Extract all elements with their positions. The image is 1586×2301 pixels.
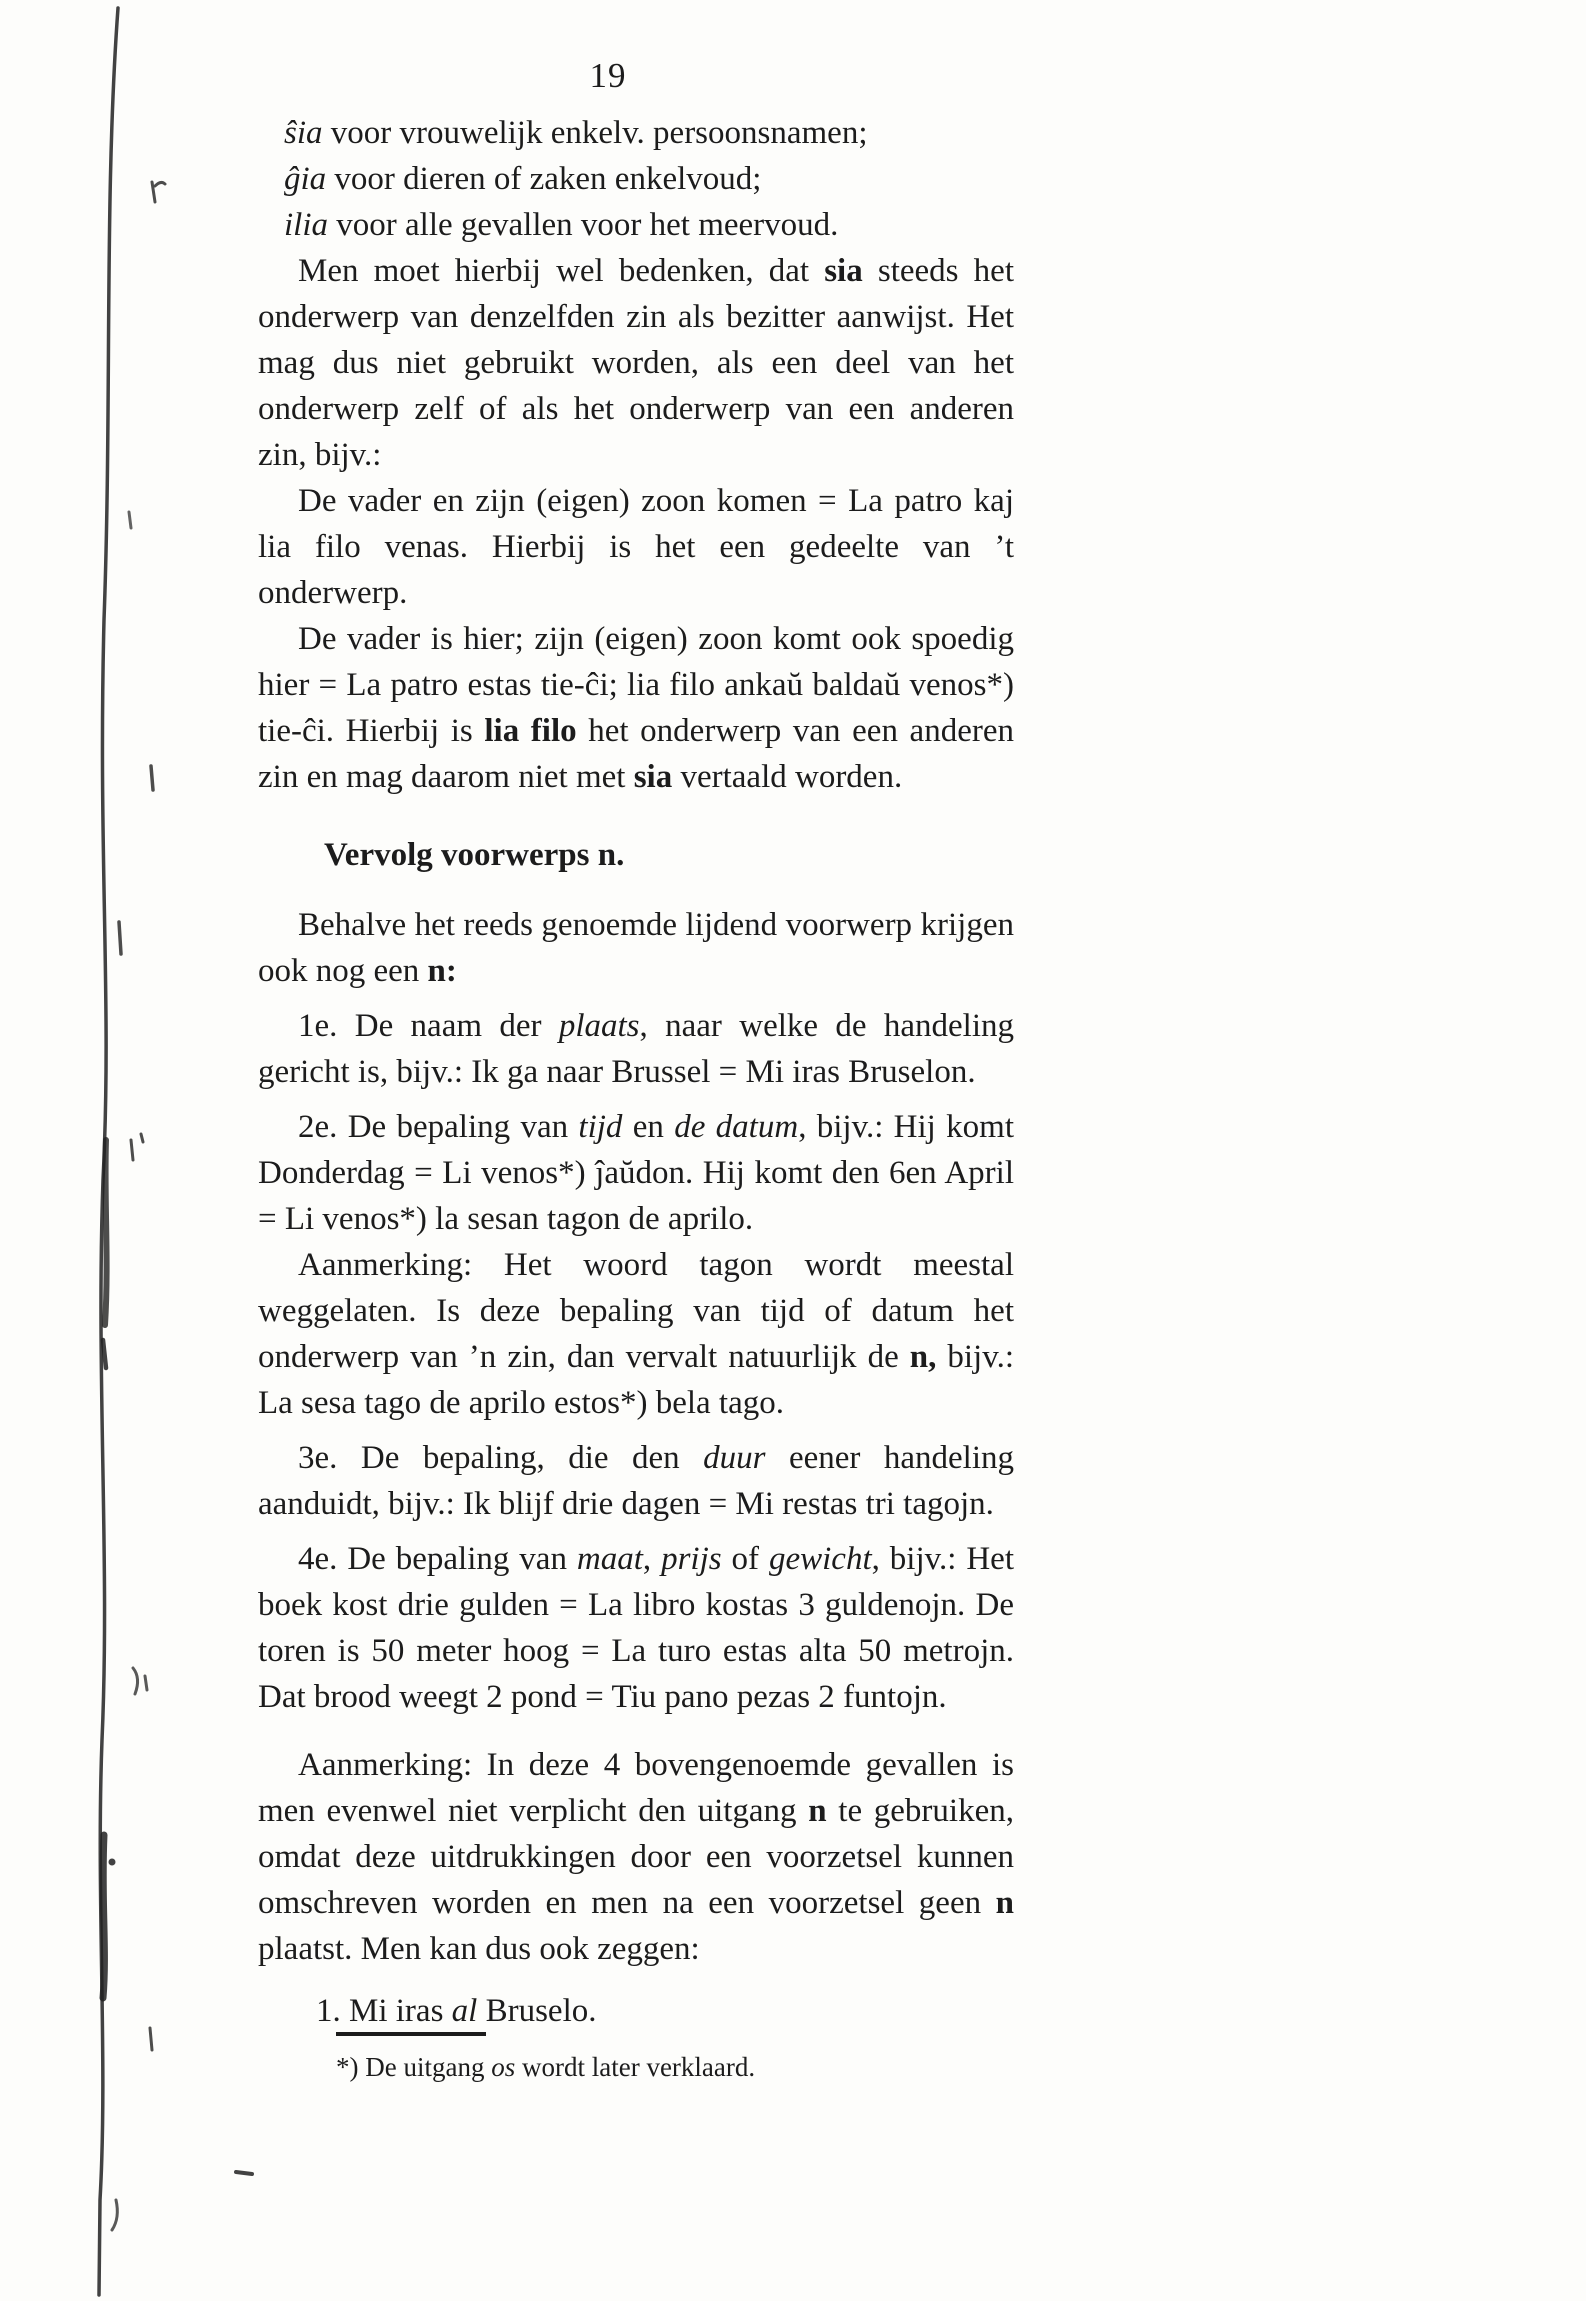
text-run: vertaald worden. (672, 759, 903, 795)
text-run: , (642, 1541, 662, 1577)
paragraph (258, 1104, 1014, 1242)
italic-text-run: maat (576, 1541, 643, 1577)
stray-mark-bar (119, 922, 121, 954)
stray-mark-tick-2 (151, 766, 153, 790)
text-column (258, 110, 1014, 2034)
text-run: steeds het onderwerp van denzelfden zin als bezitter aanwijst. Het mag dus niet gebruikt worden, als een deel van het onderwerp zelf of als het onderwerp van een anderen zin, bijv.: (258, 253, 1014, 473)
footnote (258, 2050, 1014, 2084)
paragraph (258, 1242, 1014, 1426)
stray-mark-cap-i (103, 1340, 106, 1368)
text-run: wordt later verklaard. (515, 2052, 756, 2082)
text-run: Bruselo. (477, 1993, 597, 2029)
italic-text-run: tijd (578, 1109, 623, 1145)
bold-text-run: n: (427, 953, 457, 989)
paragraph (258, 478, 1014, 616)
text-run: 2e. De bepaling van (298, 1109, 579, 1145)
text-run: *) De uitgang (336, 2052, 492, 2082)
text-run: voor dieren of zaken enkelvoud; (326, 161, 762, 197)
stray-mark-r (152, 182, 165, 202)
paragraph (284, 110, 1014, 156)
text-run: De vader en zijn (eigen) zoon komen = La patro kaj lia filo venas. Hierbij is het een gedeelte van ’t onderwerp. (258, 483, 1014, 611)
text-run: , bijv.: Hij komt Donderdag = Li venos*) ĵaŭdon. Hij komt den 6en April = Li venos*) la sesan tagon de aprilo. (258, 1109, 1014, 1237)
italic-text-run: os (491, 2052, 516, 2082)
text-run: 4e. De bepaling van (298, 1541, 577, 1577)
italic-text-run: ilia (284, 207, 329, 243)
binding-line (99, 8, 118, 2295)
binding-line-thick-1 (105, 1140, 107, 1325)
text-run: De vader is hier; zijn (eigen) zoon komt ook spoedig hier = La patro estas tie-ĉi; lia filo ankaŭ baldaŭ venos*) tie-ĉi. Hierbij is (258, 621, 1014, 749)
text-run: en (622, 1109, 675, 1145)
paragraph (258, 1536, 1014, 1720)
italic-text-run: de datum (674, 1109, 799, 1145)
stray-mark-j (112, 2200, 117, 2230)
italic-text-run: ĝia (284, 161, 327, 197)
text-run: , bijv.: Het boek kost drie gulden = La libro kostas 3 guldenojn. De toren is 50 meter hoog = La turo estas alta 50 metrojn. Dat brood weegt 2 pond = Tiu pano pezas 2 funtojn. (258, 1541, 1014, 1715)
text-run: 3e. De bepaling, die den (298, 1440, 704, 1476)
text-run: 1. Mi iras (316, 1993, 452, 2029)
paragraph (258, 1742, 1014, 1972)
text-run: Behalve het reeds genoemde lijdend voorwerp krijgen ook nog een (258, 907, 1014, 989)
paragraph (284, 156, 1014, 202)
text-run: of (721, 1541, 769, 1577)
footnote-block (258, 2032, 1014, 2084)
bold-text-run: sia (824, 253, 863, 289)
paragraph (258, 902, 1014, 994)
text-run: voor vrouwelijk enkelv. persoonsnamen; (322, 115, 868, 151)
italic-text-run: prijs (661, 1541, 722, 1577)
page-number: 19 (589, 56, 627, 95)
bold-text-run: n (808, 1793, 827, 1829)
italic-text-run: duur (703, 1440, 766, 1476)
italic-text-run: gewicht (768, 1541, 872, 1577)
bold-text-run: n (995, 1885, 1014, 1921)
text-run: te gebruiken, omdat deze uitdrukkingen door een voorzetsel kunnen omschreven worden en men na een voorzetsel geen (258, 1793, 1014, 1921)
bold-text-run: lia filo (484, 713, 577, 749)
italic-text-run: plaats (558, 1008, 640, 1044)
paragraph (258, 616, 1014, 800)
text-run: bijv.: La sesa tago de aprilo estos*) bela tago. (258, 1339, 1014, 1421)
bold-text-run: n, (909, 1339, 937, 1375)
footnote-rule (336, 2032, 486, 2036)
text-run: Men moet hierbij wel bedenken, dat (298, 253, 825, 289)
italic-text-run: ŝia (284, 115, 323, 151)
text-run: 1e. De naam der (298, 1008, 559, 1044)
text-run: het onderwerp van een anderen zin en mag daarom niet met (258, 713, 1014, 795)
stray-dot (109, 1859, 116, 1866)
text-run: plaatst. Men kan dus ook zeggen: (258, 1931, 700, 1967)
text-run: Aanmerking: Het woord tagon wordt meestal weggelaten. Is deze bepaling van tijd of datum het onderwerp van ’n zin, dan vervalt natuurlijk de (258, 1247, 1014, 1375)
text-run: Vervolg voorwerps n. (324, 837, 625, 873)
binding-line-thick-2 (103, 1835, 104, 1998)
section-heading (258, 832, 1014, 878)
stray-mark-curve (133, 1668, 147, 1694)
stray-mark-i (131, 1134, 143, 1160)
stray-mark-tick-1 (129, 512, 131, 528)
paragraph (258, 1003, 1014, 1095)
text-run: voor alle gevallen voor het meervoud. (328, 207, 839, 243)
paragraph (258, 1988, 1014, 2034)
paragraph (284, 202, 1014, 248)
text-run: , naar welke de handeling gericht is, bijv.: Ik ga naar Brussel = Mi iras Bruselon. (258, 1008, 1014, 1090)
bold-text-run: sia (633, 759, 673, 795)
stray-mark-i2 (150, 2028, 152, 2050)
paragraph (258, 248, 1014, 478)
text-run: Aanmerking: In deze 4 bovengenoemde gevallen is men evenwel niet verplicht den uitgang (258, 1747, 1014, 1829)
italic-text-run: al (451, 1993, 478, 2029)
stray-dash (236, 2172, 252, 2174)
text-run: eener handeling aanduidt, bijv.: Ik blijf drie dagen = Mi restas tri tagojn. (258, 1440, 1015, 1522)
paragraph (258, 1435, 1014, 1527)
